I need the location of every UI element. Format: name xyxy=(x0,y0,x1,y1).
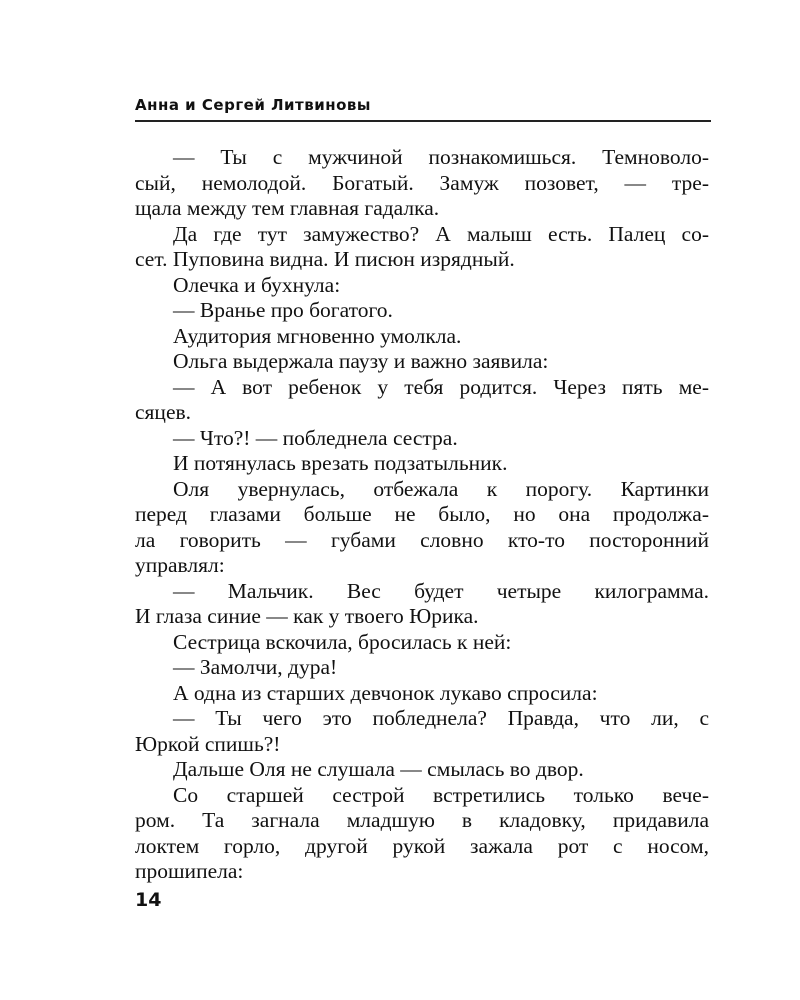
text-line: Дальше Оля не слушала — смылась во двор. xyxy=(173,757,584,781)
text-line: сяцев. xyxy=(135,400,192,424)
text-line: прошипела: xyxy=(135,859,244,883)
text-line: сет. Пуповина видна. И писюн изрядный. xyxy=(135,247,515,271)
text-line: Да где тут замужество? А малыш есть. Палец со- xyxy=(173,221,709,246)
text-line: Оля увернулась, отбежала к порогу. Картинки xyxy=(173,476,709,501)
text-line: — А вот ребенок у тебя родится. Через пять ме- xyxy=(173,374,709,399)
text-line: — Вранье про богатого. xyxy=(173,298,393,322)
running-header xyxy=(135,96,711,122)
text-line: управлял: xyxy=(135,553,225,577)
text-line: сый, немолодой. Богатый. Замуж позовет, — тре- xyxy=(135,170,709,195)
body-text xyxy=(135,145,709,885)
text-line: Аудитория мгновенно умолкла. xyxy=(173,323,462,348)
text-line: Со старшей сестрой встретились только вече- xyxy=(173,782,709,807)
text-line: Сестрица вскочила, бросилась к ней: xyxy=(173,629,512,654)
text-line: — Замолчи, дура! xyxy=(173,655,338,679)
text-line: — Что?! — побледнела сестра. xyxy=(173,425,458,450)
running-title: Анна и Сергей Литвиновы xyxy=(135,96,371,114)
text-line: — Ты чего это побледнела? Правда, что ли, с xyxy=(173,706,709,730)
text-line: Юркой спишь?! xyxy=(135,731,281,756)
text-line: — Ты с мужчиной познакомишься. Темноволо- xyxy=(173,145,709,169)
text-line: Олечка и бухнула: xyxy=(173,272,341,297)
text-line: ром. Та загнала младшую в кладовку, придавила xyxy=(135,808,709,832)
text-line: ла говорить — губами словно кто-то посторонний xyxy=(135,527,709,552)
page-number: 14 xyxy=(135,889,162,911)
text-line: локтем горло, другой рукой зажала рот с носом, xyxy=(135,833,709,858)
text-line: щала между тем главная гадалка. xyxy=(135,196,440,220)
text-line: И потянулась врезать подзатыльник. xyxy=(173,451,508,475)
text-line: — Мальчик. Вес будет четыре килограмма. xyxy=(173,578,709,603)
text-line: И глаза синие — как у твоего Юрика. xyxy=(135,604,479,628)
text-line: Ольга выдержала паузу и важно заявила: xyxy=(173,349,549,373)
text-line: А одна из старших девчонок лукаво спросила: xyxy=(173,680,598,705)
text-line: перед глазами больше не было, но она продолжа- xyxy=(135,502,709,526)
